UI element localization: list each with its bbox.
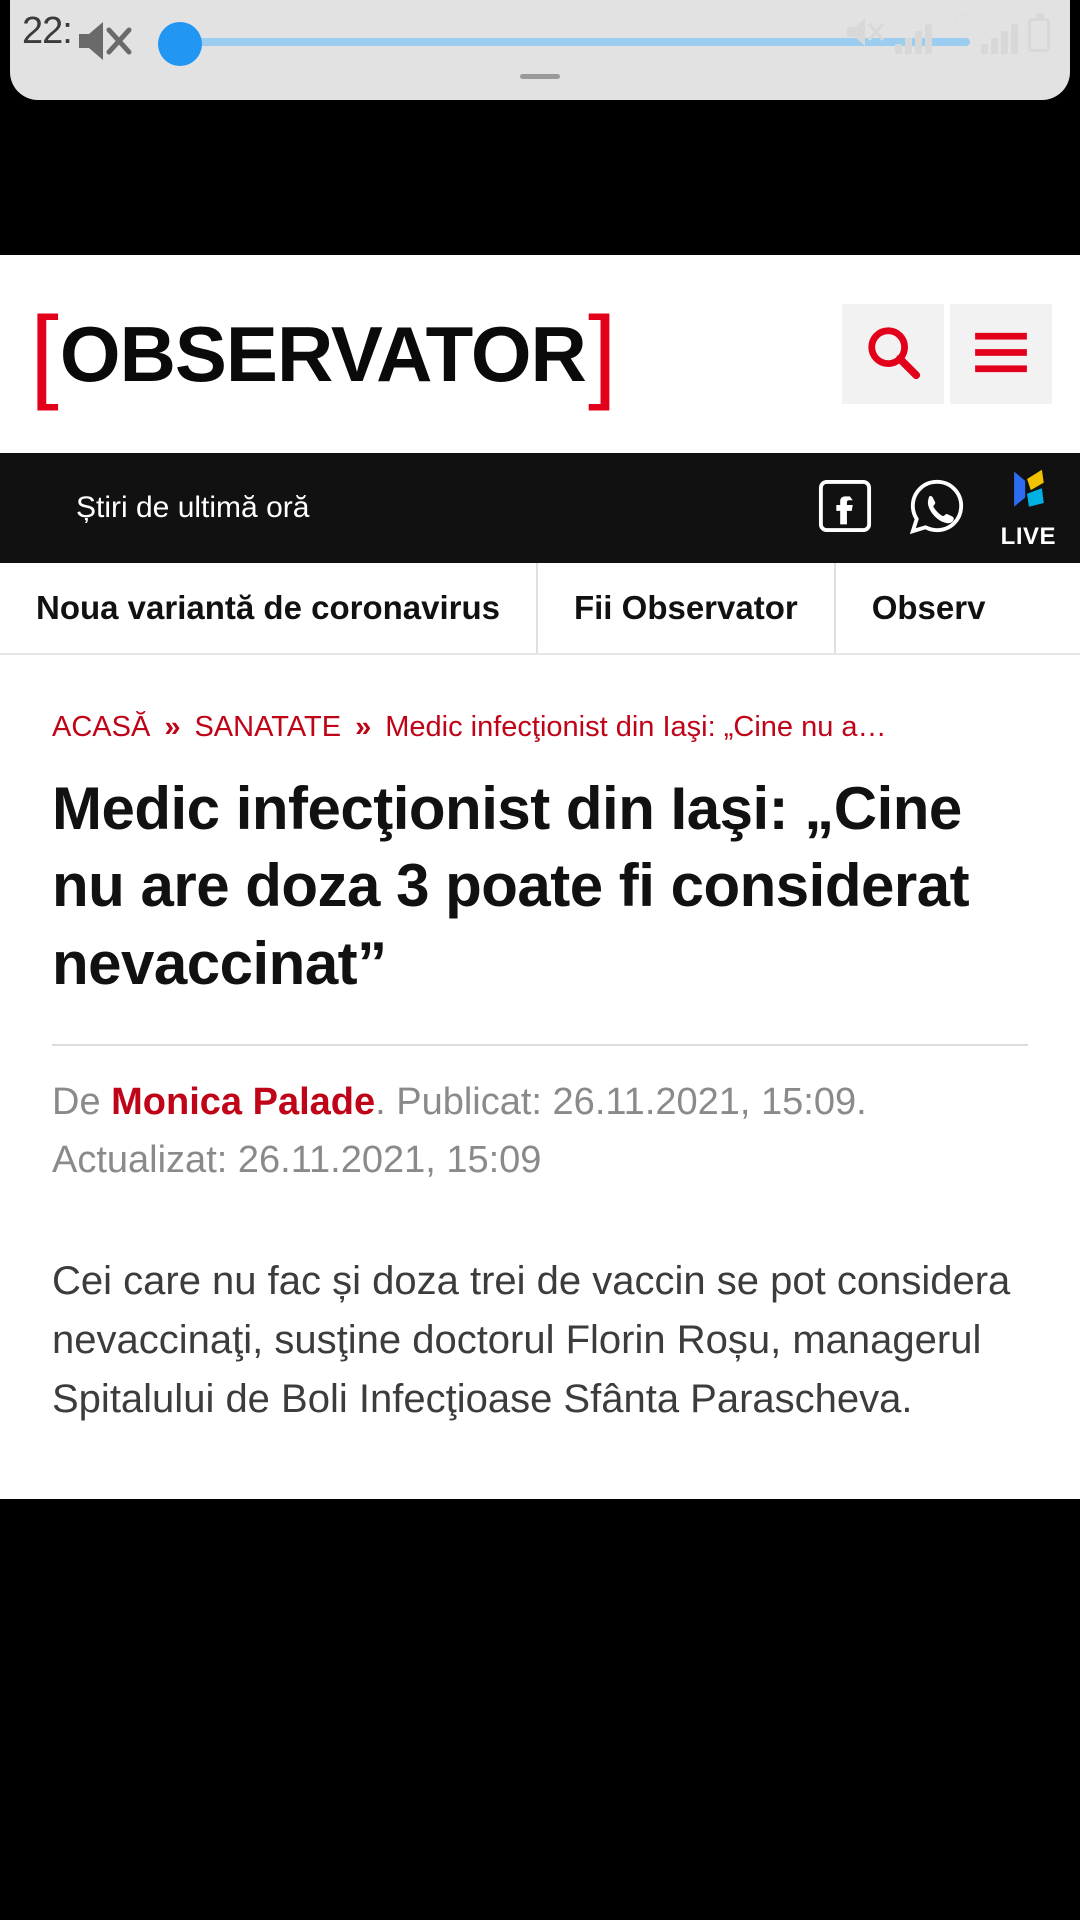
whatsapp-link[interactable] <box>909 480 965 536</box>
page-title: Medic infecţionist din Iaşi: „Cine nu are doza 3 poate fi considerat nevaccinat” <box>52 775 970 997</box>
live-button[interactable] <box>1001 466 1056 551</box>
article-bottom-spacer <box>0 1429 1080 1499</box>
live-label: LIVE <box>1000 522 1056 550</box>
menu-button[interactable] <box>950 304 1052 404</box>
breadcrumb-separator-2: » <box>355 711 372 743</box>
browser-page <box>0 255 1080 1499</box>
breadcrumb-home[interactable]: ACASĂ <box>52 711 151 743</box>
article-byline <box>52 1074 1028 1190</box>
hamburger-menu-icon <box>972 329 1030 380</box>
battery-icon <box>1028 18 1050 52</box>
nav-tab-coronavirus[interactable]: Noua variantă de coronavirus <box>0 563 538 653</box>
logo-right-bracket: ] <box>587 295 616 412</box>
meta-divider <box>52 1044 1028 1046</box>
site-logo[interactable] <box>30 295 616 412</box>
search-button[interactable] <box>842 304 944 404</box>
social-links <box>817 466 1056 551</box>
facebook-icon <box>818 479 872 538</box>
nav-tab-fii-observator[interactable]: Fii Observator <box>538 563 836 653</box>
logo-text: OBSERVATOR <box>59 309 586 398</box>
article-timestamps: . Publicat: 26.11.2021, 15:09. Actualizat: 26.11.2021, 15:09 <box>52 1081 867 1181</box>
signal-icon <box>895 22 932 54</box>
volume-slider-thumb[interactable] <box>158 22 202 66</box>
status-indicators <box>845 8 1050 54</box>
mute-small-icon <box>845 15 885 54</box>
logo-left-bracket: [ <box>30 295 58 412</box>
byline-prefix: De <box>52 1081 112 1124</box>
breaking-news-bar[interactable] <box>0 453 1080 563</box>
live-icon <box>1001 466 1055 521</box>
search-icon <box>864 323 922 386</box>
facebook-link[interactable] <box>817 480 873 536</box>
whatsapp-icon <box>908 477 966 540</box>
site-header <box>0 255 1080 453</box>
breaking-news-label: Știri de ultimă oră <box>76 491 310 524</box>
header-actions <box>842 304 1052 404</box>
network-type-label: 4G <box>941 8 971 33</box>
status-bar <box>0 0 1080 255</box>
article <box>0 655 1080 1429</box>
breadcrumb-section[interactable]: SANATATE <box>194 711 342 743</box>
breadcrumb <box>52 711 1028 744</box>
nav-tabs <box>0 563 1080 655</box>
status-clock: 22: <box>22 10 72 52</box>
nav-tab-observ[interactable]: Observ <box>871 589 986 626</box>
mute-icon[interactable] <box>75 16 135 66</box>
article-author[interactable]: Monica Palade <box>111 1081 376 1124</box>
breadcrumb-current: Medic infecţionist din Iaşi: „Cine nu a… <box>385 711 887 743</box>
breadcrumb-separator-1: » <box>164 711 181 743</box>
panel-drag-handle[interactable] <box>520 74 560 79</box>
signal-icon-secondary <box>981 22 1018 54</box>
article-lede: Cei care nu fac și doza trei de vaccin se pot considera nevaccinaţi, susţine doctorul Florin Roșu, managerul Spitalului de Boli Infecţioase Sfânta Parascheva. <box>52 1258 1011 1422</box>
